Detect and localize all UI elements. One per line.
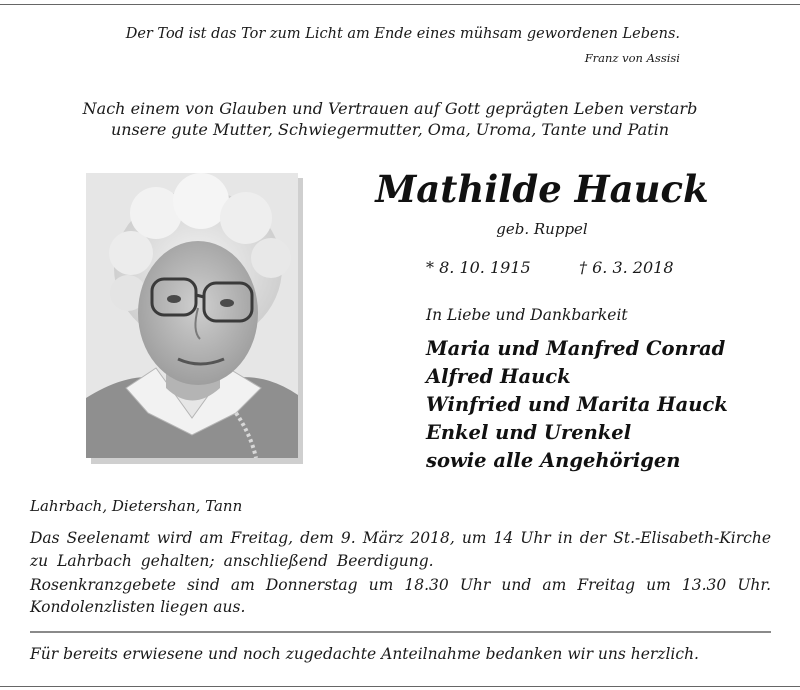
divider xyxy=(30,631,771,633)
deceased-name: Mathilde Hauck xyxy=(375,167,709,211)
portrait-illustration xyxy=(86,173,298,458)
mourners-intro: In Liebe und Dankbarkeit xyxy=(426,306,628,324)
thanks-line: Für bereits erwiesene und noch zugedachte Anteilnahme bedanken wir uns herzlich. xyxy=(30,645,699,663)
mourner-name: Maria und Manfred Conrad xyxy=(426,337,726,360)
portrait-photo xyxy=(86,173,298,458)
service-info-line: Kondolenzlisten liegen aus. xyxy=(30,598,246,616)
service-info-line: Das Seelenamt wird am Freitag, dem 9. März 2018, um 14 Uhr in der St.-Elisabeth-Kirche xyxy=(30,529,771,547)
top-border xyxy=(0,4,800,5)
quote-text: Der Tod ist das Tor zum Licht am Ende eines mühsam gewordenen Lebens. xyxy=(125,26,680,42)
quote-author: Franz von Assisi xyxy=(584,51,680,65)
bottom-border xyxy=(0,686,800,687)
service-info-line: Rosenkranzgebete sind am Donnerstag um 18.30 Uhr und am Freitag um 13.30 Uhr. xyxy=(30,576,771,594)
death-date: † 6. 3. 2018 xyxy=(579,258,674,277)
intro-line-1: Nach einem von Glauben und Vertrauen auf Gott geprägten Leben verstarb xyxy=(82,99,698,118)
intro-line-2: unsere gute Mutter, Schwiegermutter, Oma, Uroma, Tante und Patin xyxy=(110,120,670,139)
mourner-name: sowie alle Angehörigen xyxy=(426,449,681,472)
mourner-name: Alfred Hauck xyxy=(426,365,571,388)
birth-date: * 8. 10. 1915 xyxy=(426,258,531,277)
places-line: Lahrbach, Dietershan, Tann xyxy=(30,497,243,515)
mourner-name: Enkel und Urenkel xyxy=(426,421,632,444)
service-info-line: zu Lahrbach gehalten; anschließend Beerdigung. xyxy=(30,552,434,570)
mourner-name: Winfried und Marita Hauck xyxy=(426,393,728,416)
maiden-name: geb. Ruppel xyxy=(496,220,588,238)
